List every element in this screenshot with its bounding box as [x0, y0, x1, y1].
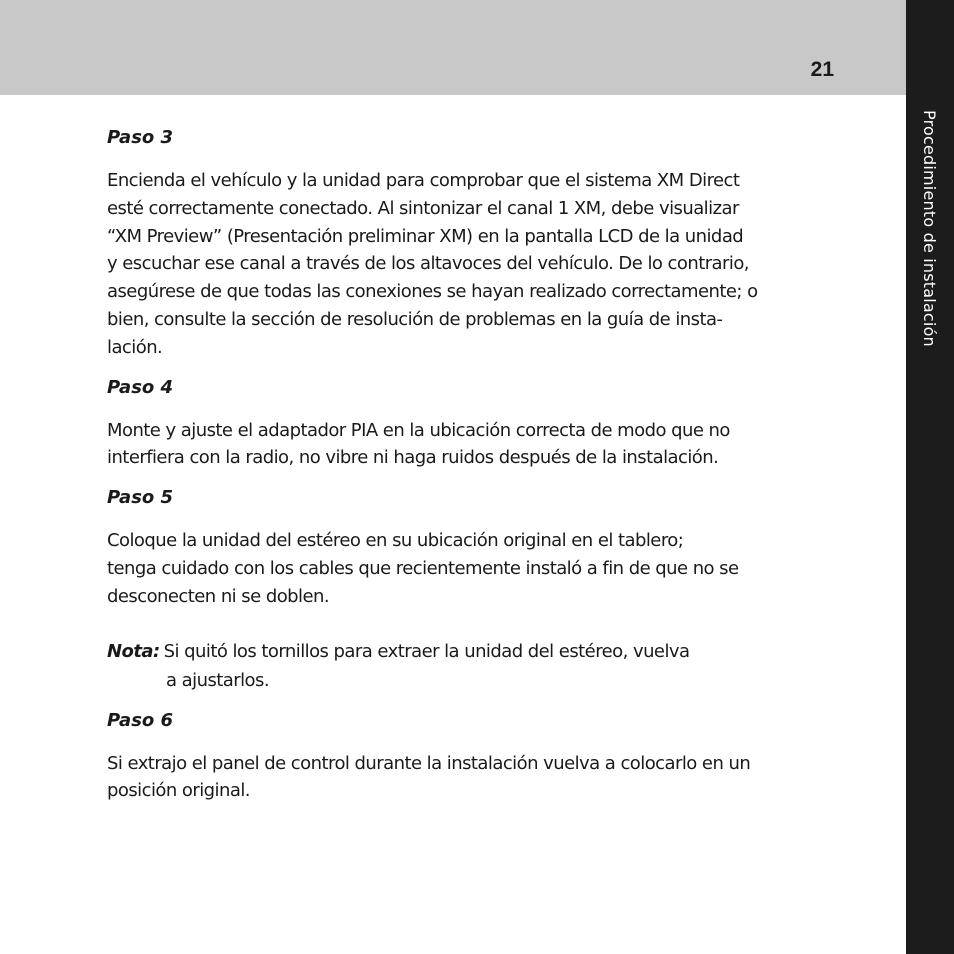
text-line: Monte y ajuste el adaptador PIA en la ubicación correcta de modo que no	[107, 419, 730, 441]
step-heading: Paso 3	[107, 127, 174, 148]
step-body	[107, 167, 867, 362]
note-label: Nota:	[107, 640, 160, 662]
page-number: 21	[810, 58, 834, 81]
step-3	[107, 126, 867, 362]
text-line: “XM Preview” (Presentación preliminar XM) en la pantalla LCD de la unidad	[107, 225, 744, 247]
text-line: Si extrajo el panel de control durante la instalación vuelva a colocarlo en un	[107, 752, 751, 774]
section-side-tab	[906, 0, 954, 954]
text-line: lación.	[107, 336, 163, 358]
section-title: Procedimiento de instalación	[920, 110, 939, 347]
text-line: y escuchar ese canal a través de los altavoces del vehículo. De lo contrario,	[107, 253, 749, 275]
step-body	[107, 527, 867, 610]
step-body	[107, 417, 867, 473]
text-line: Coloque la unidad del estéreo en su ubicación original en el tablero;	[107, 530, 684, 552]
text-line: esté correctamente conectado. Al sintonizar el canal 1 XM, debe visualizar	[107, 197, 739, 219]
text-line: interfiera con la radio, no vibre ni haga ruidos después de la instalación.	[107, 447, 719, 469]
note-line: a ajustarlos.	[166, 669, 270, 691]
step-5	[107, 486, 867, 610]
note-block	[107, 637, 867, 695]
text-line: bien, consulte la sección de resolución de problemas en la guía de insta-	[107, 308, 723, 330]
note-line	[107, 637, 867, 666]
step-6	[107, 709, 867, 806]
text-line: posición original.	[107, 780, 250, 802]
text-line: asegúrese de que todas las conexiones se hayan realizado correctamente; o	[107, 281, 758, 303]
step-heading: Paso 5	[107, 487, 174, 509]
note-text: Si quitó los tornillos para extraer la unidad del estéreo, vuelva	[163, 640, 690, 662]
step-body	[107, 750, 867, 806]
text-line: Encienda el vehículo y la unidad para comprobar que el sistema XM Direct	[107, 170, 740, 191]
header-band	[0, 0, 906, 95]
step-heading: Paso 6	[107, 709, 174, 731]
text-line: desconecten ni se doblen.	[107, 585, 330, 607]
text-line: tenga cuidado con los cables que recientemente instaló a fin de que no se	[107, 557, 739, 579]
step-4	[107, 376, 867, 473]
step-heading: Paso 4	[107, 376, 174, 398]
page-content	[107, 126, 867, 819]
